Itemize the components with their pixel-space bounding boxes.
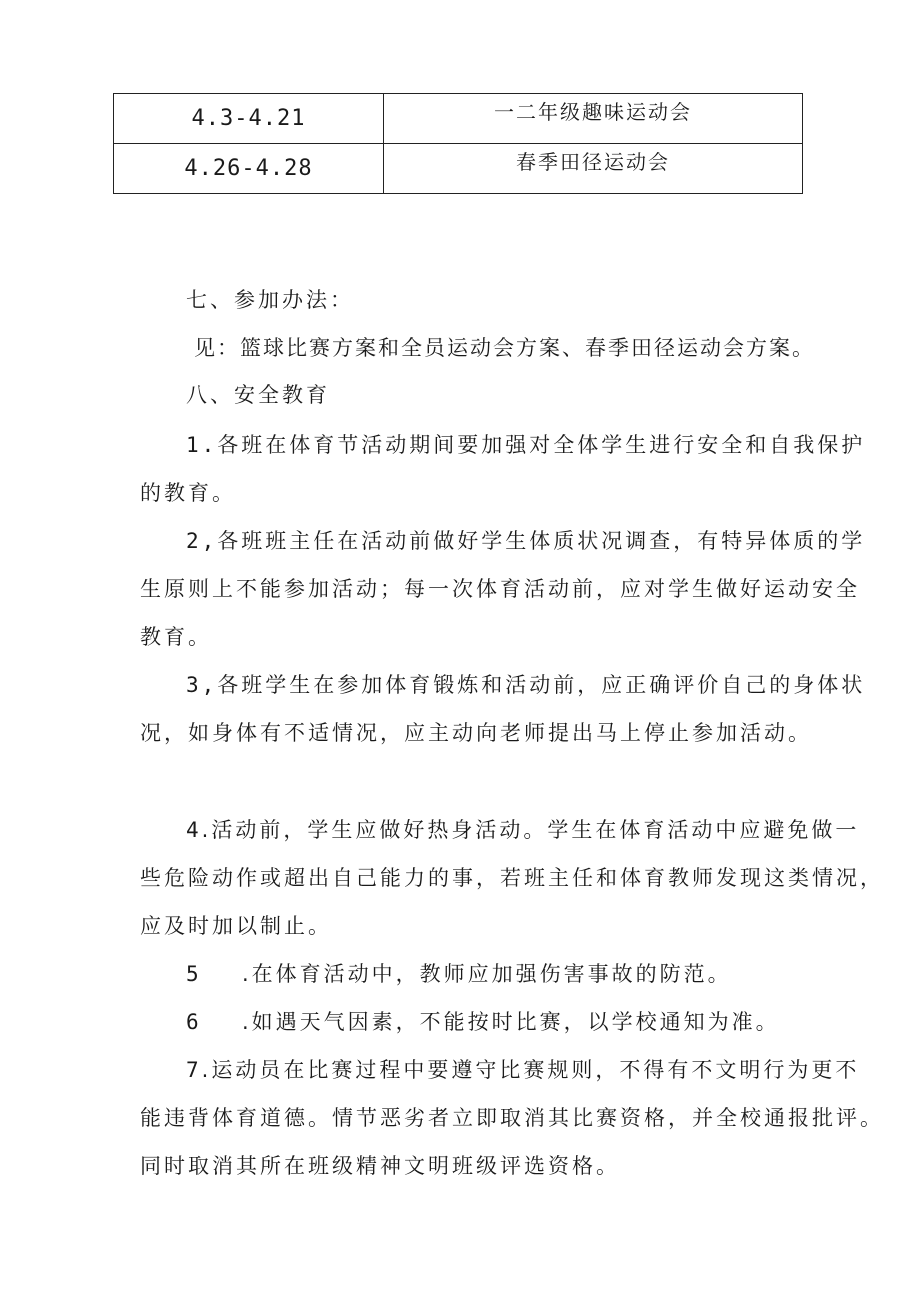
item-3-line-1 [186,670,865,700]
item-number: 1. [186,433,218,457]
table-row [114,94,803,144]
item-number: 3, [186,673,218,697]
item-number: 7 [186,1058,202,1082]
item-number: 5 [186,962,202,986]
item-7-line-1 [186,1055,859,1085]
event-cell: 一二年级趣味运动会 [384,94,803,144]
event-cell: 春季田径运动会 [384,144,803,194]
item-text: .在体育活动中，教师应加强伤害事故的防范。 [242,962,732,986]
date-cell: 4.3-4.21 [114,94,384,144]
item-text: .活动前，学生应做好热身活动。学生在体育活动中应避免做一 [201,818,860,842]
item-text: 各班学生在参加体育锻炼和活动前，应正确评价自己的身体状 [217,673,866,697]
item-number: 2, [186,529,218,553]
item-text: 各班在体育节活动期间要加强对全体学生进行安全和自我保护 [217,433,866,457]
item-1-line-1 [186,430,865,460]
schedule-table [113,93,803,194]
item-4-line-1 [186,815,859,845]
section-heading-participation: 七、参加办法： [186,288,354,312]
item-5 [186,959,732,989]
item-7-line-3: 同时取消其所在班级精神文明班级评选资格。 [140,1154,620,1178]
item-2-line-3: 教育。 [140,625,212,649]
item-4-line-2: 些危险动作或超出自己能力的事，若班主任和体育教师发现这类情况， [140,866,884,890]
item-text: 各班班主任在活动前做好学生体质状况调查，有特异体质的学 [217,529,866,553]
item-1-line-2: 的教育。 [140,481,236,505]
section-heading-safety: 八、安全教育 [186,383,330,407]
item-2-line-1 [186,526,865,556]
item-2-line-2: 生原则上不能参加活动；每一次体育活动前，应对学生做好运动安全 [140,577,860,601]
item-4-line-3: 应及时加以制止。 [140,914,332,938]
table-row [114,144,803,194]
item-number: 6 [186,1010,202,1034]
item-3-line-2: 况，如身体有不适情况，应主动向老师提出马上停止参加活动。 [140,721,812,745]
participation-text: 见：篮球比赛方案和全员运动会方案、春季田径运动会方案。 [194,336,815,360]
item-text: .如遇天气因素，不能按时比赛，以学校通知为准。 [242,1010,780,1034]
item-7-line-2: 能违背体育道德。情节恶劣者立即取消其比赛资格，并全校通报批评。 [140,1106,884,1130]
item-6 [186,1007,780,1037]
item-number: 4 [186,818,202,842]
date-cell: 4.26-4.28 [114,144,384,194]
item-text: .运动员在比赛过程中要遵守比赛规则，不得有不文明行为更不 [201,1058,860,1082]
